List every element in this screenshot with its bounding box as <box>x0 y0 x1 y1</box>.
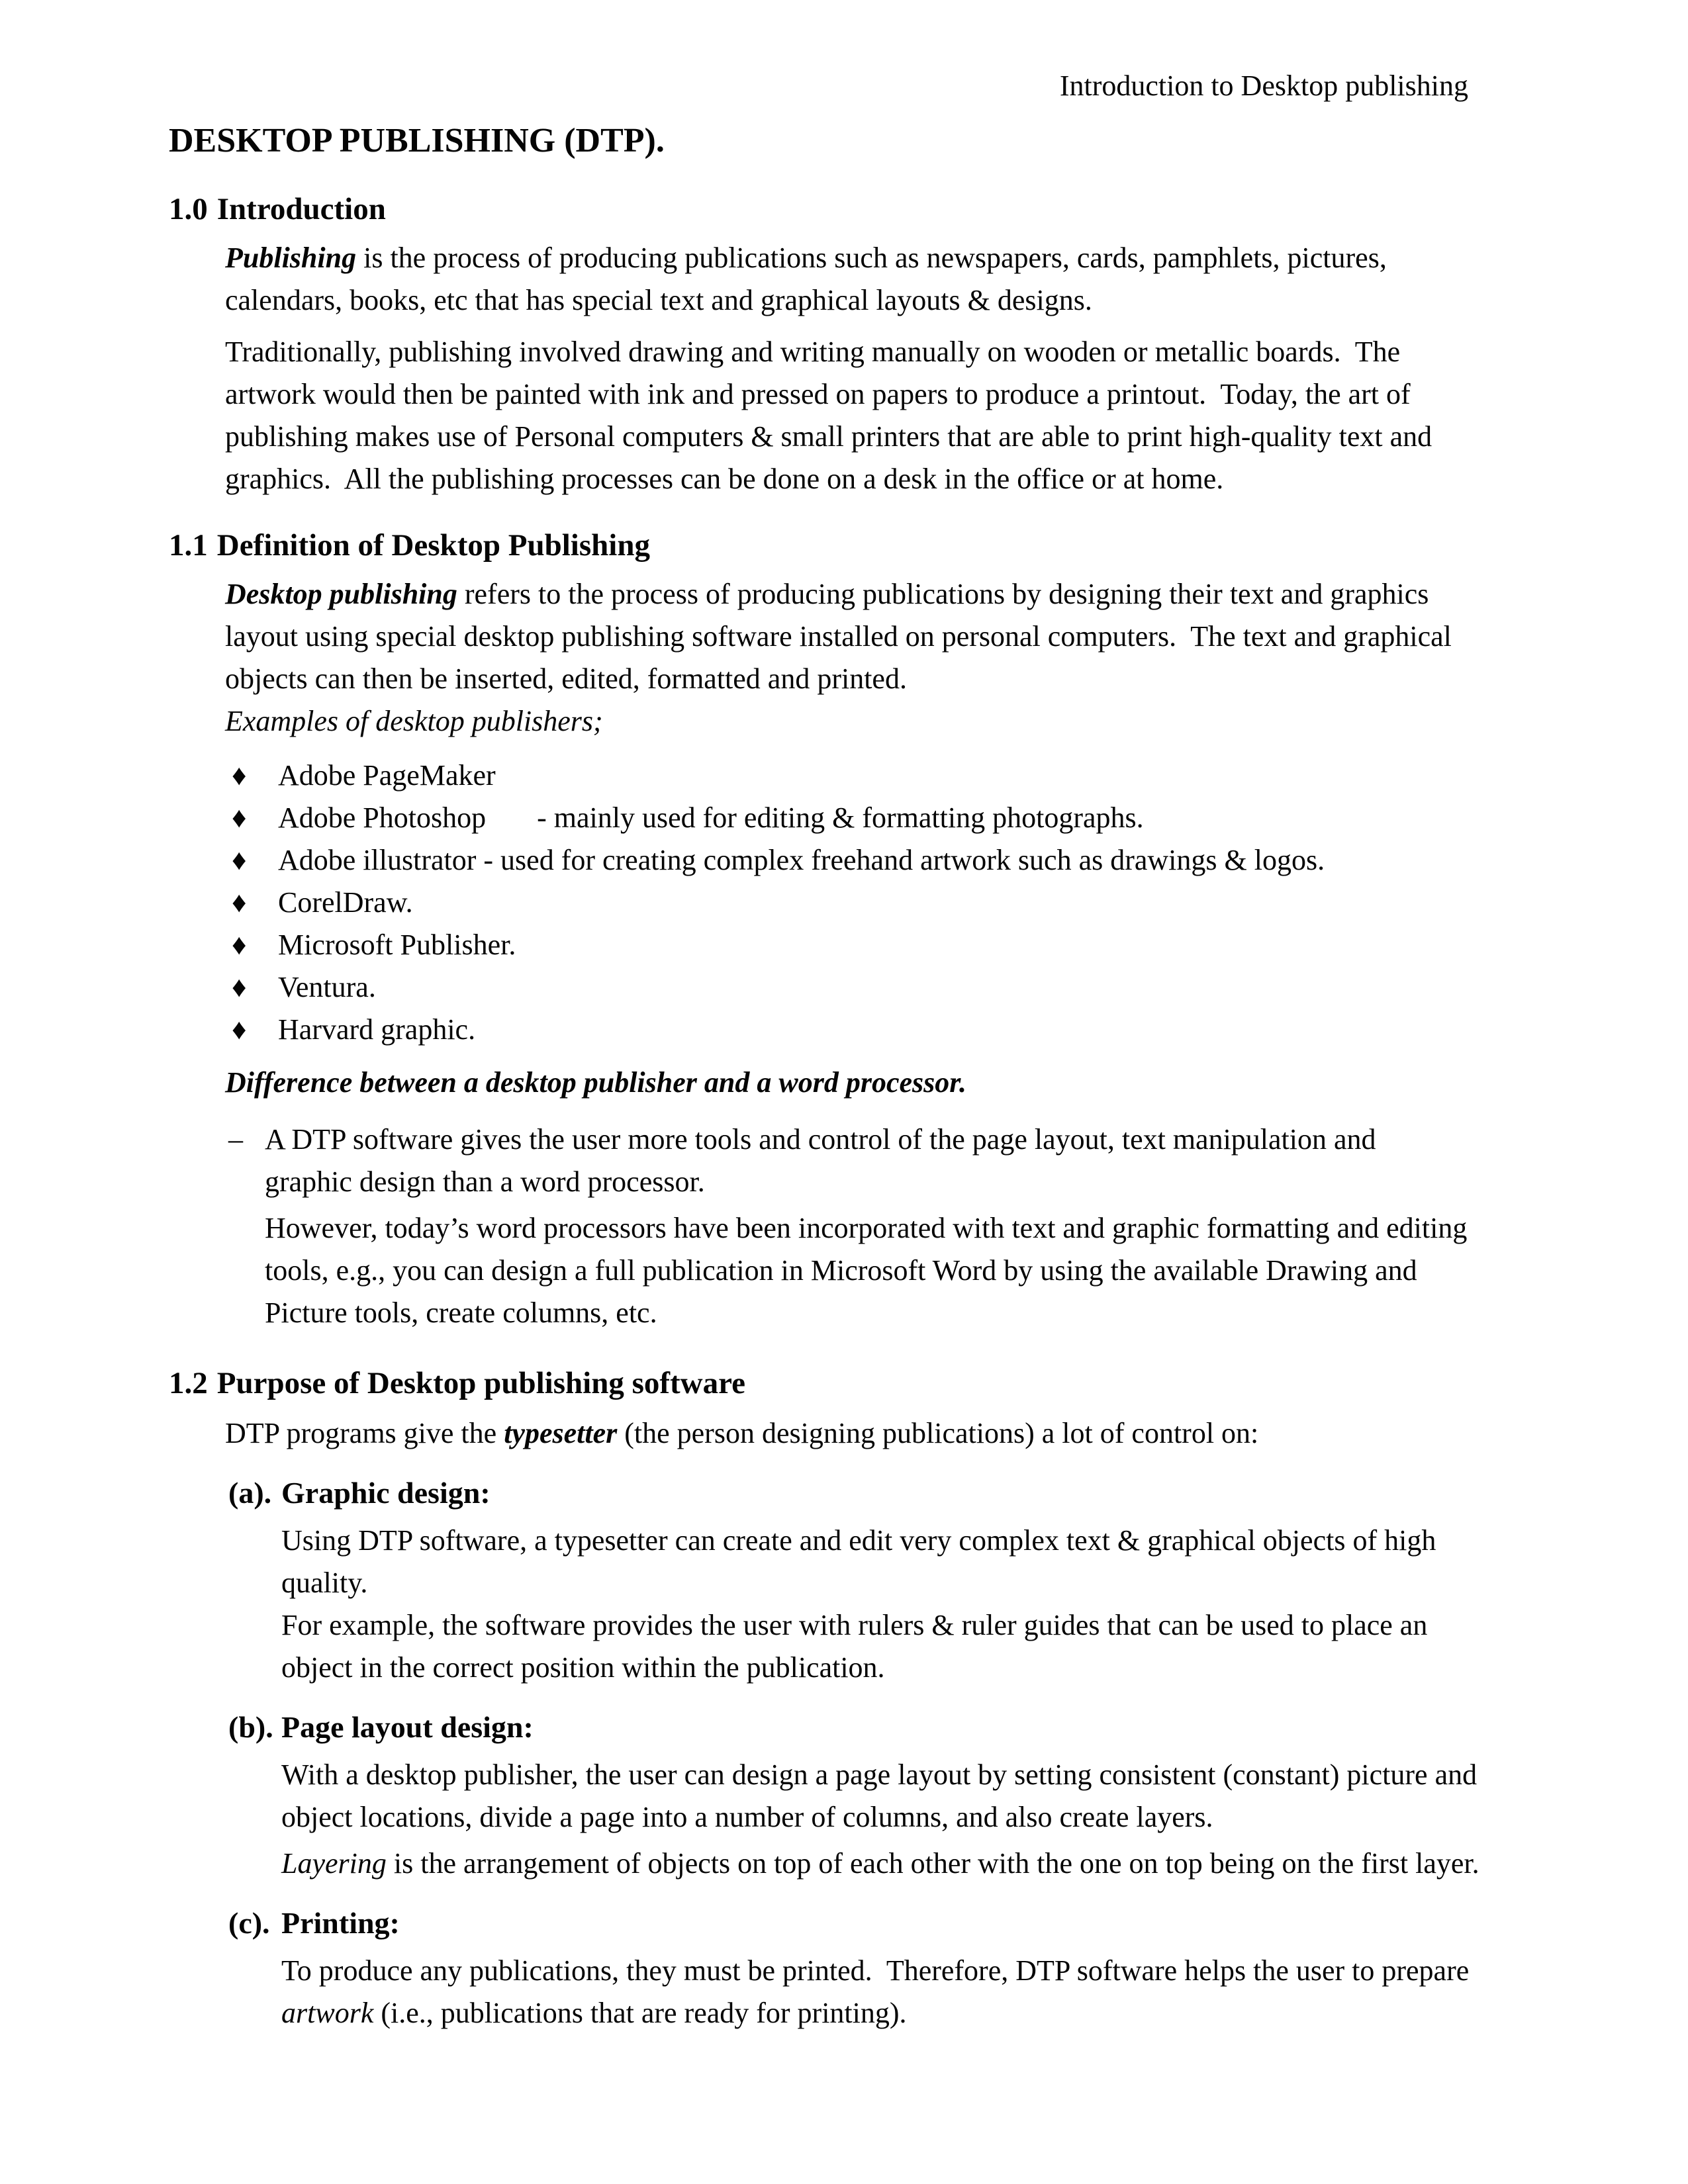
section-title: Introduction <box>216 192 386 226</box>
publisher-item-text: CorelDraw. <box>278 886 413 919</box>
item-marker: (b). <box>228 1710 273 1744</box>
publisher-item <box>232 797 1688 839</box>
diamond-bullet-icon: ♦ <box>232 971 247 1003</box>
paragraph-text: is the process of producing publications such as newspapers, cards, pamphlets, pictures, calendars, books, etc that has special text and graphical layouts & designs. <box>225 242 1394 316</box>
item-a-para-1: Using DTP software, a typesetter can create and edit very complex text & graphical objects of high quality. <box>281 1524 1444 1599</box>
diamond-bullet-icon: ♦ <box>232 1013 247 1046</box>
publisher-item-text: Adobe Photoshop - mainly used for editing & formatting photographs. <box>278 801 1144 834</box>
item-c-heading <box>228 1902 1688 1944</box>
section-heading-1-2 <box>169 1362 1688 1404</box>
examples-label: Examples of desktop publishers; <box>225 705 603 737</box>
document-title: DESKTOP PUBLISHING (DTP). <box>169 122 665 159</box>
item-a-heading <box>228 1472 1688 1514</box>
dash-point-text: A DTP software gives the user more tools and control of the page layout, text manipulation and graphic design than a word processor. <box>265 1123 1383 1198</box>
paragraph-text: (i.e., publications that are ready for printing). <box>373 1997 907 2029</box>
item-marker: (c). <box>228 1906 270 1940</box>
item-title: Graphic design: <box>281 1476 491 1510</box>
diamond-bullet-icon: ♦ <box>232 886 247 919</box>
item-b-para-2 <box>281 1843 1486 1885</box>
paragraph-traditional-publishing: Traditionally, publishing involved drawing and writing manually on wooden or metallic boards. The artwork would then be painted with ink and pressed on papers to produce a printout. Today, the art of publishing makes use of Personal computers & small printers that are able to print high-quality text and graphics. All the publishing processes can be done on a desk in the office or at home. <box>225 336 1440 495</box>
publisher-item-text: Harvard graphic. <box>278 1013 476 1046</box>
dash-bullet-icon: – <box>228 1123 243 1156</box>
paragraph-text: (the person designing publications) a lot of control on: <box>617 1417 1259 1449</box>
section-number: 1.0 <box>169 192 208 226</box>
difference-heading: Difference between a desktop publisher and a word processor. <box>225 1066 966 1099</box>
lead-term-layering: Layering <box>281 1847 387 1880</box>
paragraph-dtp-definition <box>225 573 1483 700</box>
item-title: Page layout design: <box>281 1710 534 1744</box>
section-title: Purpose of Desktop publishing software <box>216 1366 745 1400</box>
item-c-para-1 <box>281 1950 1486 2034</box>
item-b-para-1: With a desktop publisher, the user can design a page layout by setting consistent (constant) picture and object locations, divide a page into a number of columns, and also create layers. <box>281 1758 1485 1833</box>
lead-term-typesetter: typesetter <box>504 1417 618 1449</box>
section-heading-1-1 <box>169 524 1688 567</box>
section-title: Definition of Desktop Publishing <box>216 528 650 563</box>
publisher-item-text: Ventura. <box>278 971 376 1003</box>
publisher-item <box>232 754 1688 797</box>
lead-term-publishing: Publishing <box>225 242 357 274</box>
section-heading-1-0 <box>169 188 1688 230</box>
publisher-item <box>232 924 1688 966</box>
item-b-heading <box>228 1706 1688 1749</box>
item-title: Printing: <box>281 1906 400 1940</box>
however-paragraph: However, today’s word processors have been incorporated with text and graphic formatting and editing tools, e.g., you can design a full publication in Microsoft Word by using the available Drawing and Picture tools, create columns, etc. <box>265 1212 1475 1329</box>
paragraph-text: is the arrangement of objects on top of each other with the one on top being on the first layer. <box>386 1847 1479 1880</box>
section-number: 1.2 <box>169 1366 208 1400</box>
publisher-item-text: Adobe PageMaker <box>278 759 496 792</box>
item-marker: (a). <box>228 1476 272 1510</box>
typesetter-paragraph <box>225 1412 1483 1455</box>
diamond-bullet-icon: ♦ <box>232 844 247 876</box>
publisher-item-text: Microsoft Publisher. <box>278 929 516 961</box>
publisher-list <box>232 754 1688 1051</box>
lead-term-desktop-publishing: Desktop publishing <box>225 578 457 610</box>
paragraph-text: DTP programs give the <box>225 1417 504 1449</box>
item-a-para-2: For example, the software provides the user with rulers & ruler guides that can be used to place an object in the correct position within the publication. <box>281 1609 1435 1684</box>
publisher-item-text: Adobe illustrator - used for creating complex freehand artwork such as drawings & logos. <box>278 844 1325 876</box>
lead-term-artwork: artwork <box>281 1997 374 2029</box>
publisher-item <box>232 966 1688 1009</box>
diamond-bullet-icon: ♦ <box>232 929 247 961</box>
publisher-item <box>232 839 1688 882</box>
dtp-vs-wp-point <box>228 1118 1688 1203</box>
section-number: 1.1 <box>169 528 208 563</box>
paragraph-text: To produce any publications, they must be printed. Therefore, DTP software helps the user to prepare <box>281 1954 1477 1987</box>
paragraph-text: refers to the process of producing publications by designing their text and graphics layout using special desktop publishing software installed on personal computers. The text and graphical objects can then be inserted, edited, formatted and printed. <box>225 578 1459 695</box>
diamond-bullet-icon: ♦ <box>232 759 247 792</box>
diamond-bullet-icon: ♦ <box>232 801 247 834</box>
paragraph-publishing-definition <box>225 237 1483 322</box>
publisher-item <box>232 882 1688 924</box>
publisher-item <box>232 1009 1688 1051</box>
running-header: Introduction to Desktop publishing <box>1059 69 1468 102</box>
